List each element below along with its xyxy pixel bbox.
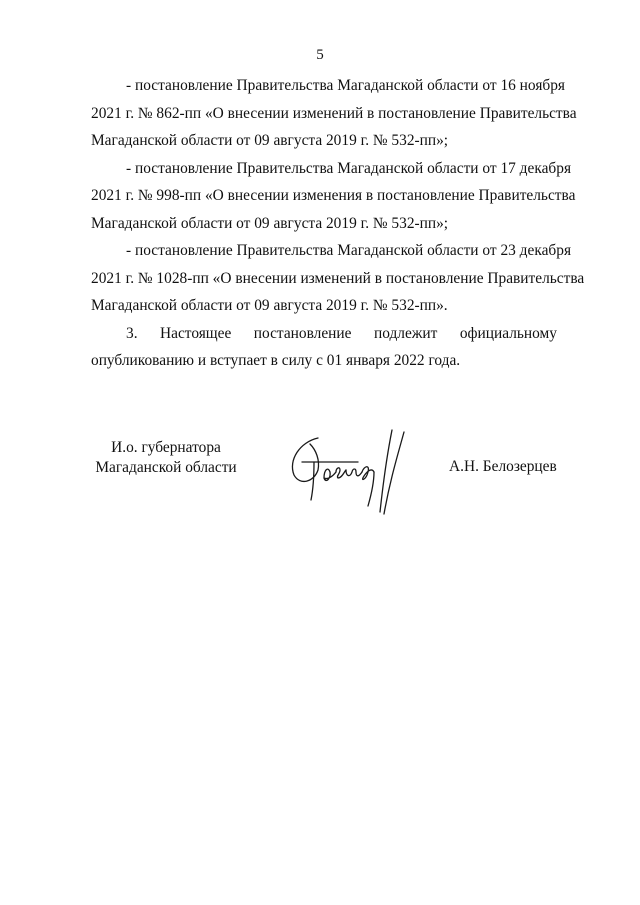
- signatory-name: А.Н. Белозерцев: [449, 458, 557, 475]
- handwritten-signature: [280, 420, 430, 520]
- list-item-line: [91, 72, 566, 100]
- list-item-line: - постановление Правительства Магаданской области от 17 декабря: [126, 159, 572, 177]
- page-number: 5: [316, 47, 324, 63]
- clause-3-word: подлежит: [373, 324, 438, 342]
- clause-3-word: Настоящее: [160, 324, 232, 342]
- list-item-line: Магаданской области от 09 августа 2019 г. № 532-пп»;: [91, 132, 449, 149]
- list-item-line: 2021 г. № 998-пп «О внесении изменения в постановление Правительства: [91, 187, 576, 204]
- list-item-line: Магаданской области от 09 августа 2019 г. № 532-пп»;: [91, 214, 449, 232]
- list-item-resolution-998: [91, 155, 576, 238]
- list-item-resolution-1028: [91, 237, 585, 320]
- text-run: - постановление Правительства Магаданской области от 16 ноября: [126, 77, 566, 94]
- list-item-line: 2021 г. № 1028-пп «О внесении изменений в постановление Правительства: [91, 269, 585, 287]
- list-item-line: 2021 г. № 862-пп «О внесении изменений в постановление Правительства: [91, 104, 577, 122]
- clause-3-word: постановление: [253, 324, 352, 342]
- list-item-resolution-862: [91, 72, 577, 155]
- signatory-position: [91, 438, 241, 478]
- clause-3-line-2: опубликованию и вступает в силу с 01 января 2022 года.: [91, 352, 461, 369]
- list-item-line: Магаданской области от 09 августа 2019 г. № 532-пп».: [91, 297, 448, 314]
- document-body: [91, 72, 585, 375]
- clause-3-line-1: [91, 320, 557, 348]
- clause-3-word: 3.: [126, 324, 138, 342]
- signatory-position-line: И.о. губернатора: [111, 439, 221, 456]
- clause-3: [91, 320, 557, 375]
- clause-3-word: официальному: [459, 324, 557, 342]
- signatory-position-line: Магаданской области: [95, 459, 237, 476]
- list-item-line: - постановление Правительства Магаданской области от 23 декабря: [126, 242, 572, 259]
